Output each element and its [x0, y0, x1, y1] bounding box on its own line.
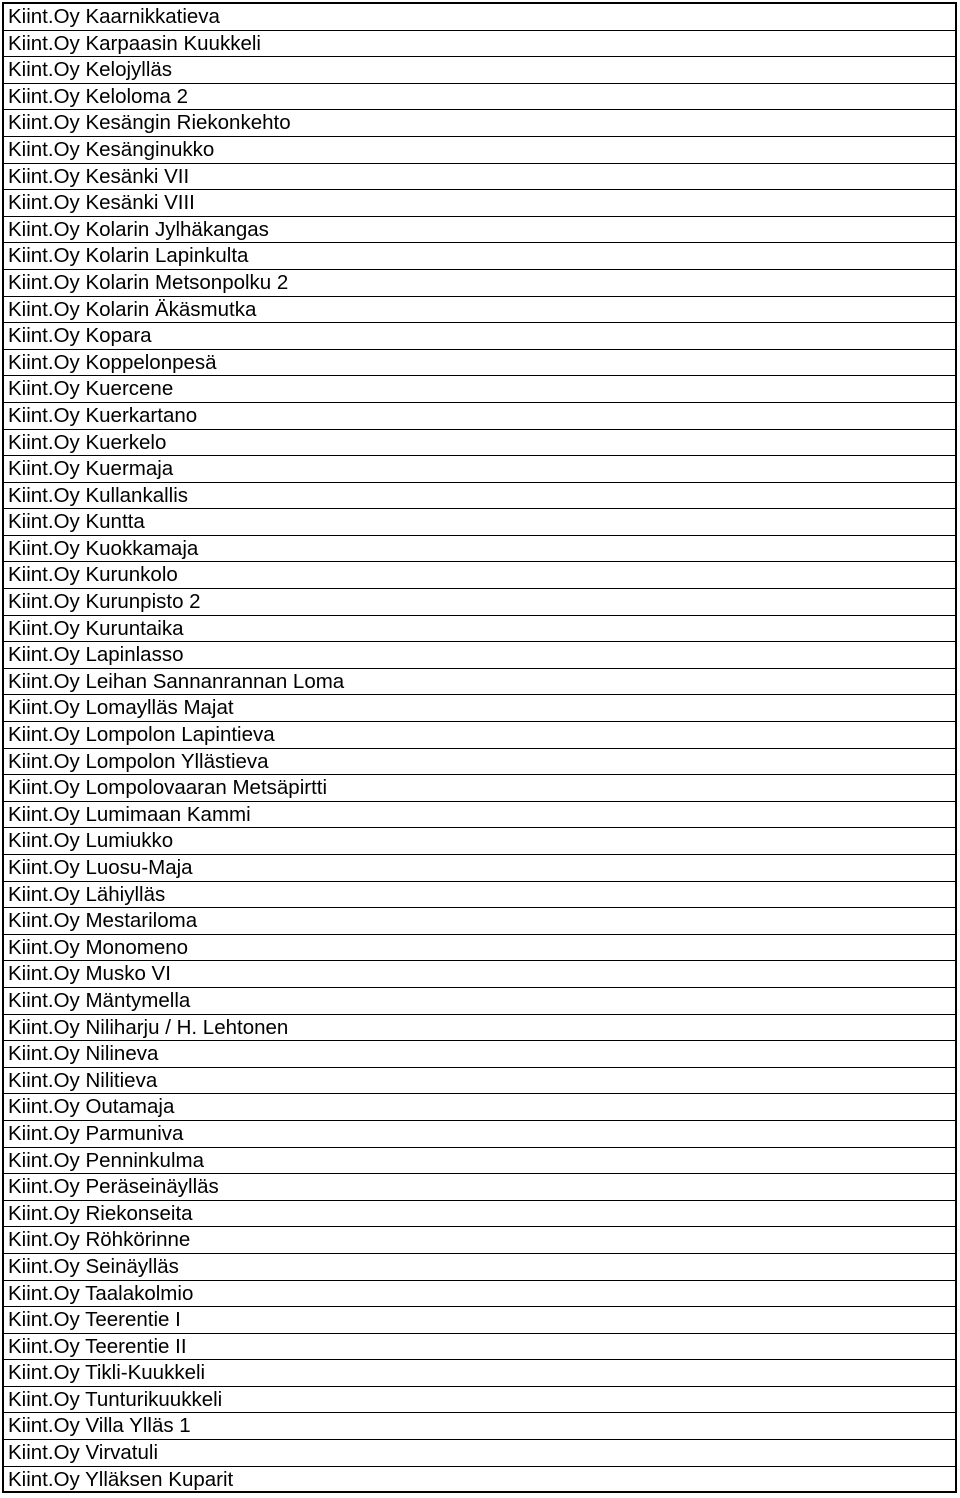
table-row: Kiint.Oy Kaarnikkatieva: [4, 4, 955, 31]
table-row: Kiint.Oy Kuerkelo: [4, 430, 955, 457]
table-row: Kiint.Oy Kesänki VIII: [4, 190, 955, 217]
table-row: Kiint.Oy Tunturikuukkeli: [4, 1387, 955, 1414]
table-row: Kiint.Oy Kelojylläs: [4, 57, 955, 84]
table-row: Kiint.Oy Mäntymella: [4, 988, 955, 1015]
table-row: Kiint.Oy Riekonseita: [4, 1201, 955, 1228]
table-row: Kiint.Oy Kolarin Metsonpolku 2: [4, 270, 955, 297]
table-row: Kiint.Oy Kuntta: [4, 509, 955, 536]
table-row: Kiint.Oy Keloloma 2: [4, 84, 955, 111]
table-row: Kiint.Oy Lompolovaaran Metsäpirtti: [4, 775, 955, 802]
table-row: Kiint.Oy Kesängin Riekonkehto: [4, 110, 955, 137]
table-row: Kiint.Oy Kolarin Jylhäkangas: [4, 217, 955, 244]
table-row: Kiint.Oy Lähiylläs: [4, 882, 955, 909]
table-row: Kiint.Oy Tikli-Kuukkeli: [4, 1360, 955, 1387]
table-row: Kiint.Oy Musko VI: [4, 961, 955, 988]
table-row: Kiint.Oy Kullankallis: [4, 483, 955, 510]
table-row: Kiint.Oy Penninkulma: [4, 1148, 955, 1175]
table-row: Kiint.Oy Karpaasin Kuukkeli: [4, 31, 955, 58]
table-row: Kiint.Oy Leihan Sannanrannan Loma: [4, 669, 955, 696]
table-row: Kiint.Oy Niliharju / H. Lehtonen: [4, 1015, 955, 1042]
table-row: Kiint.Oy Seinäylläs: [4, 1254, 955, 1281]
table-row: Kiint.Oy Lompolon Lapintieva: [4, 722, 955, 749]
table-row: Kiint.Oy Kurunkolo: [4, 562, 955, 589]
table-row: Kiint.Oy Virvatuli: [4, 1440, 955, 1467]
table-row: Kiint.Oy Teerentie I: [4, 1307, 955, 1334]
table-row: Kiint.Oy Kesänginukko: [4, 137, 955, 164]
table-row: Kiint.Oy Lomaylläs Majat: [4, 695, 955, 722]
table-row: Kiint.Oy Kuercene: [4, 376, 955, 403]
table-row: Kiint.Oy Kurunpisto 2: [4, 589, 955, 616]
table-row: Kiint.Oy Ylläksen Kuparit: [4, 1467, 955, 1494]
table-row: Kiint.Oy Lumimaan Kammi: [4, 802, 955, 829]
table-row: Kiint.Oy Lompolon Yllästieva: [4, 749, 955, 776]
table-row: Kiint.Oy Outamaja: [4, 1094, 955, 1121]
table-row: Kiint.Oy Villa Ylläs 1: [4, 1413, 955, 1440]
table-row: Kiint.Oy Koppelonpesä: [4, 350, 955, 377]
table-row: Kiint.Oy Kuruntaika: [4, 616, 955, 643]
table-row: Kiint.Oy Taalakolmio: [4, 1281, 955, 1308]
table-row: Kiint.Oy Peräseinäylläs: [4, 1174, 955, 1201]
table-row: Kiint.Oy Kopara: [4, 323, 955, 350]
table-row: Kiint.Oy Kuokkamaja: [4, 536, 955, 563]
table-row: Kiint.Oy Kuerkartano: [4, 403, 955, 430]
table-row: Kiint.Oy Kesänki VII: [4, 164, 955, 191]
table-row: Kiint.Oy Kuermaja: [4, 456, 955, 483]
table-row: Kiint.Oy Röhkörinne: [4, 1227, 955, 1254]
company-list-table: [2, 2, 957, 1493]
table-row: Kiint.Oy Nilineva: [4, 1041, 955, 1068]
table-row: Kiint.Oy Mestariloma: [4, 908, 955, 935]
table-row: Kiint.Oy Teerentie II: [4, 1334, 955, 1361]
table-row: Kiint.Oy Luosu-Maja: [4, 855, 955, 882]
table-row: Kiint.Oy Kolarin Lapinkulta: [4, 243, 955, 270]
table-row: Kiint.Oy Nilitieva: [4, 1068, 955, 1095]
table-row: Kiint.Oy Monomeno: [4, 935, 955, 962]
table-row: Kiint.Oy Lapinlasso: [4, 642, 955, 669]
table-row: Kiint.Oy Kolarin Äkäsmutka: [4, 297, 955, 324]
table-row: Kiint.Oy Parmuniva: [4, 1121, 955, 1148]
table-row: Kiint.Oy Lumiukko: [4, 828, 955, 855]
